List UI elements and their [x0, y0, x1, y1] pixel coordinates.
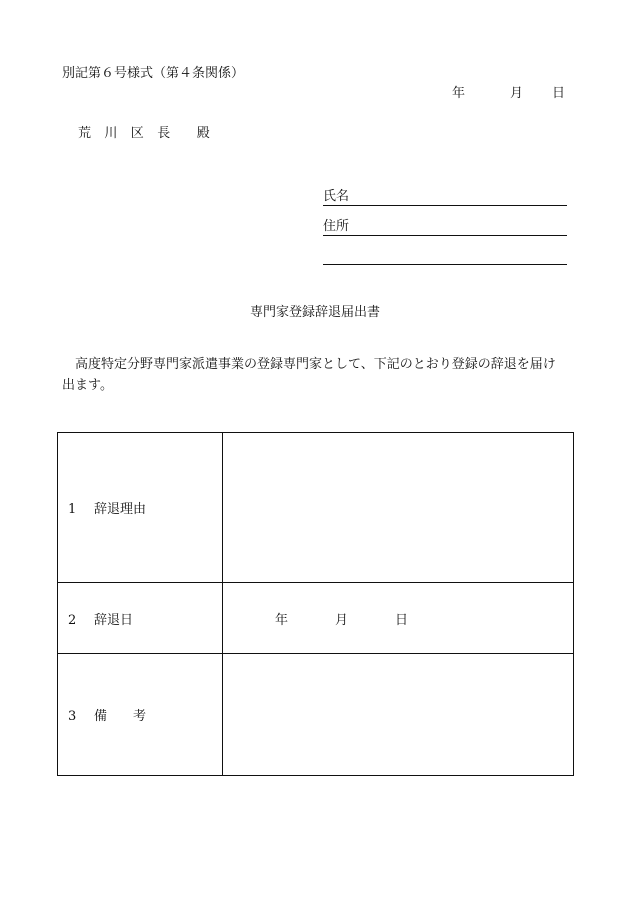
date-label-cell — [58, 583, 223, 654]
row-number: 1 — [68, 502, 77, 517]
declaration-table — [57, 432, 574, 776]
body-paragraph — [62, 354, 572, 396]
reason-input-cell[interactable] — [223, 433, 574, 583]
applicant-name-label: 氏名 — [323, 189, 350, 204]
row-number: 2 — [68, 612, 77, 628]
remarks-input-cell[interactable] — [223, 654, 574, 776]
date-month-label: 月 — [510, 86, 524, 101]
reason-label-cell — [58, 433, 223, 583]
table-row-reason — [58, 433, 574, 583]
withdrawal-year-label: 年 — [275, 612, 289, 628]
applicant-extra-field[interactable] — [323, 247, 567, 265]
form-reference: 別記第６号様式（第４条関係） — [62, 66, 245, 81]
applicant-address-label: 住所 — [323, 219, 350, 234]
row-label: 備 考 — [94, 709, 147, 724]
body-line-1: 高度特定分野専門家派遣事業の登録専門家として、下記のとおり登録の辞退を届け — [75, 357, 556, 372]
remarks-label-cell — [58, 654, 223, 776]
body-line-2: 出ます。 — [62, 378, 113, 393]
addressee: 荒 川 区 長 殿 — [78, 126, 211, 141]
table-row-remarks — [58, 654, 574, 776]
applicant-address-field[interactable] — [323, 218, 567, 236]
row-label: 辞退理由 — [94, 502, 147, 517]
document-title: 専門家登録辞退届出書 — [249, 305, 380, 320]
withdrawal-day-label: 日 — [395, 612, 409, 628]
table-row-date — [58, 583, 574, 654]
submission-date — [452, 86, 565, 102]
date-day-label: 日 — [552, 86, 566, 101]
row-number: 3 — [68, 709, 77, 724]
withdrawal-date-cell[interactable] — [223, 583, 574, 654]
withdrawal-month-label: 月 — [335, 612, 349, 628]
date-year-label: 年 — [452, 86, 466, 101]
applicant-name-field[interactable] — [323, 188, 567, 206]
row-label: 辞退日 — [94, 612, 134, 628]
